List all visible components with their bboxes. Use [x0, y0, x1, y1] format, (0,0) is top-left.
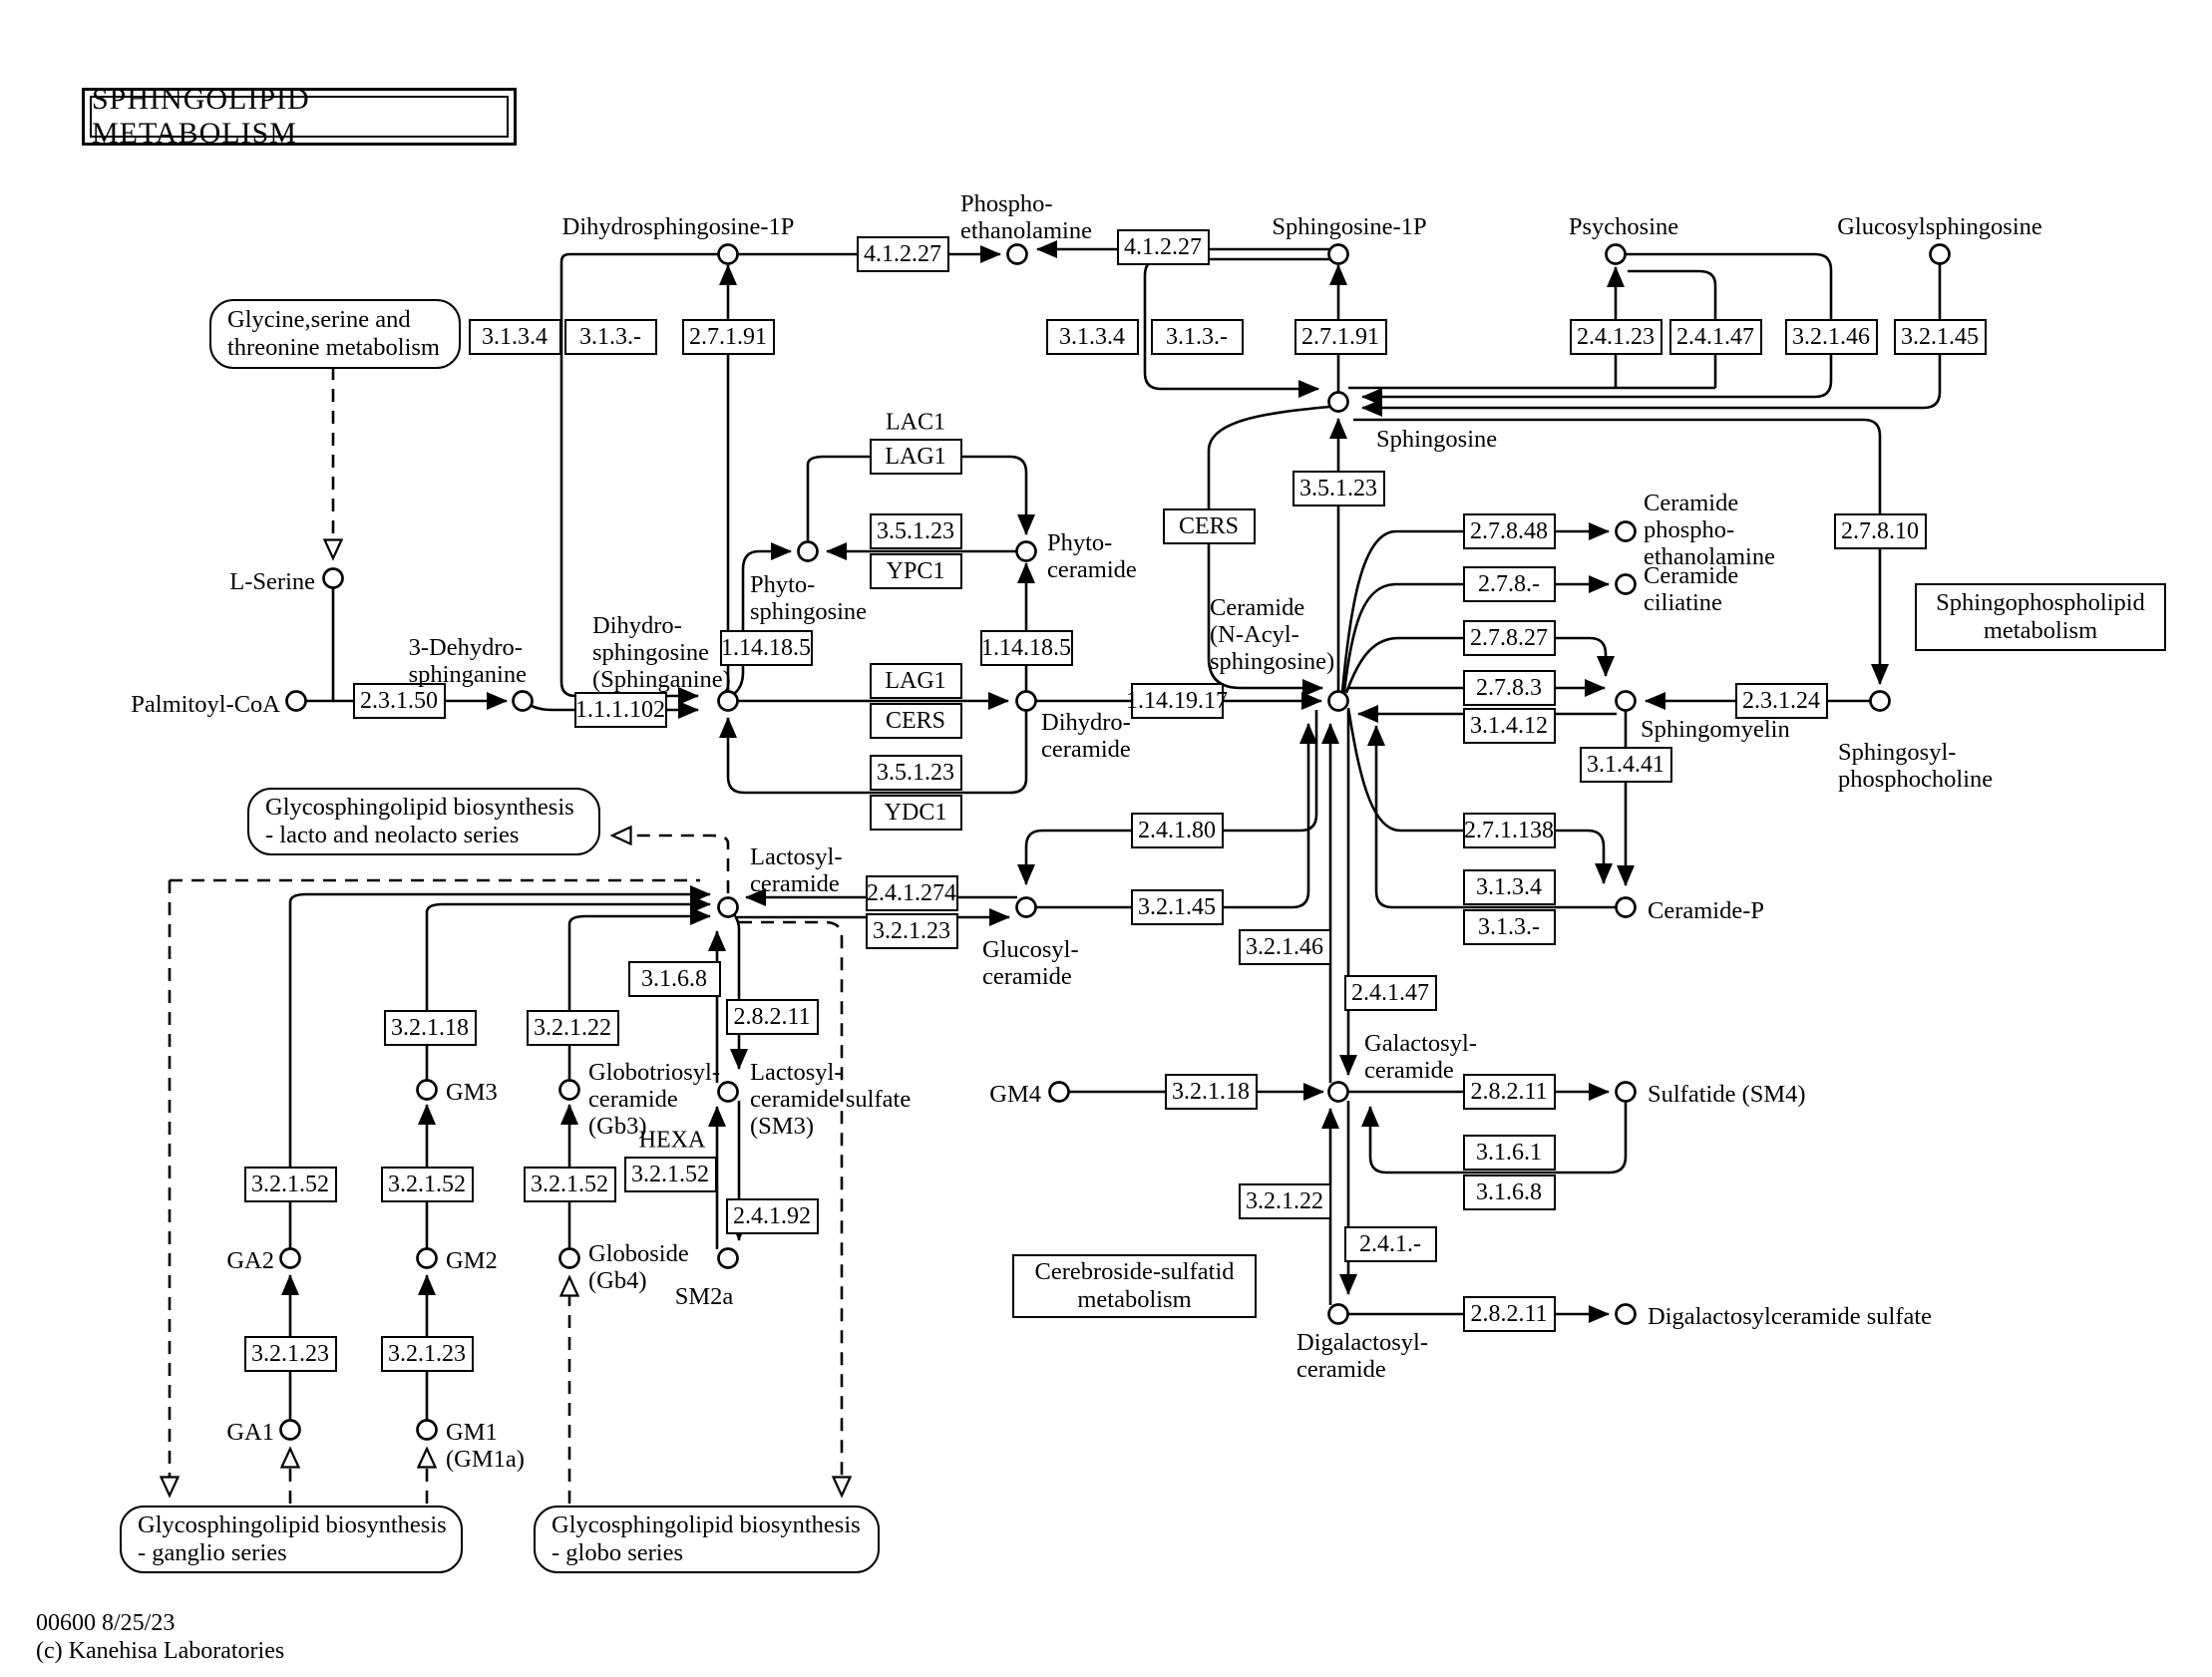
compound-sphingosine[interactable] — [1329, 393, 1348, 412]
pathway-title-box — [82, 83, 517, 150]
edge — [1342, 531, 1609, 692]
enzyme-box-YPC1[interactable]: YPC1 — [870, 553, 962, 589]
enzyme-box-3.1.6.8[interactable]: 3.1.6.8 — [1463, 1174, 1556, 1210]
compound-label-l-serine: L-Serine — [229, 568, 315, 595]
enzyme-box-2.7.1.91[interactable]: 2.7.1.91 — [1294, 319, 1387, 355]
map-link-sphingophospholipid-metabolism[interactable]: Sphingophospholipid metabolism — [1915, 583, 2166, 651]
enzyme-box-3.1.3.-[interactable]: 3.1.3.- — [1463, 909, 1556, 945]
map-link-glycosphingolipid-globo[interactable]: Glycosphingolipid biosynthesis - globo series — [534, 1506, 880, 1573]
edge — [612, 836, 728, 893]
enzyme-box-1.1.1.102[interactable]: 1.1.1.102 — [574, 692, 667, 728]
enzyme-box-3.1.3.-[interactable]: 3.1.3.- — [564, 319, 657, 355]
enzyme-box-3.1.3.4[interactable]: 3.1.3.4 — [1046, 319, 1139, 355]
enzyme-box-3.5.1.23[interactable]: 3.5.1.23 — [870, 513, 962, 549]
enzyme-box-2.7.8.27[interactable]: 2.7.8.27 — [1463, 620, 1556, 656]
compound-sphingosylphosphocholine[interactable] — [1871, 692, 1890, 711]
compound-gb3[interactable] — [560, 1081, 579, 1100]
compound-palmitoyl-coa[interactable] — [287, 692, 306, 711]
enzyme-box-3.1.4.41[interactable]: 3.1.4.41 — [1580, 747, 1672, 783]
compound-label-3-dehydrosphinganine: 3-Dehydro- sphinganine — [408, 634, 527, 688]
compound-label-phytoceramide: Phyto- ceramide — [1047, 529, 1137, 583]
compound-sphingosine-1p[interactable] — [1329, 245, 1348, 264]
enzyme-box-3.2.1.18[interactable]: 3.2.1.18 — [1165, 1074, 1258, 1110]
compound-ceramide-p[interactable] — [1617, 898, 1636, 917]
map-link-glycosphingolipid-lacto-neolacto[interactable]: Glycosphingolipid biosynthesis - lacto and neolacto series — [247, 788, 600, 855]
compound-label-dihydroceramide: Dihydro- ceramide — [1041, 709, 1131, 763]
enzyme-box-2.7.1.138[interactable]: 2.7.1.138 — [1463, 813, 1556, 848]
compound-label-sphingosine: Sphingosine — [1376, 426, 1498, 453]
gene-label-LAC1: LAC1 — [886, 409, 945, 436]
footer-copyright: (c) Kanehisa Laboratories — [36, 1638, 285, 1664]
enzyme-box-3.1.3.4[interactable]: 3.1.3.4 — [1463, 869, 1556, 905]
enzyme-box-3.1.6.8[interactable]: 3.1.6.8 — [628, 961, 721, 997]
compound-label-phytosphingosine: Phyto- sphingosine — [750, 571, 868, 625]
compound-gm3[interactable] — [418, 1081, 437, 1100]
enzyme-box-2.7.8.10[interactable]: 2.7.8.10 — [1834, 513, 1927, 549]
enzyme-box-3.2.1.46[interactable]: 3.2.1.46 — [1785, 319, 1878, 355]
compound-label-gm2: GM2 — [446, 1247, 498, 1274]
compound-dihydrosphingosine[interactable] — [719, 692, 738, 711]
compound-digalactosylceramide[interactable] — [1329, 1305, 1348, 1324]
enzyme-box-2.4.1.47[interactable]: 2.4.1.47 — [1669, 319, 1762, 355]
compound-psychosine[interactable] — [1607, 245, 1626, 264]
compound-3-dehydrosphinganine[interactable] — [514, 692, 533, 711]
enzyme-box-3.2.1.52[interactable]: 3.2.1.52 — [244, 1167, 337, 1202]
compound-label-ceramide-p: Ceramide-P — [1648, 897, 1765, 924]
enzyme-box-3.2.1.45[interactable]: 3.2.1.45 — [1894, 319, 1987, 355]
compound-label-psychosine: Psychosine — [1568, 213, 1679, 240]
enzyme-box-CERS[interactable]: CERS — [870, 703, 962, 739]
compound-label-digalactosylceramide: Digalactosyl- ceramide — [1296, 1329, 1428, 1383]
compound-ceramide[interactable] — [1329, 692, 1348, 711]
enzyme-box-2.3.1.24[interactable]: 2.3.1.24 — [1735, 683, 1828, 719]
compound-label-gm1: GM1 (GM1a) — [446, 1419, 525, 1473]
compound-dihydroceramide[interactable] — [1017, 692, 1036, 711]
enzyme-box-3.5.1.23[interactable]: 3.5.1.23 — [1292, 471, 1385, 506]
enzyme-box-4.1.2.27[interactable]: 4.1.2.27 — [1117, 229, 1210, 265]
enzyme-box-3.2.1.52[interactable]: 3.2.1.52 — [624, 1157, 717, 1192]
enzyme-box-3.1.3.4[interactable]: 3.1.3.4 — [469, 319, 561, 355]
enzyme-box-2.8.2.11[interactable]: 2.8.2.11 — [1463, 1296, 1556, 1332]
compound-label-sulfatide-sm4: Sulfatide (SM4) — [1648, 1081, 1806, 1108]
compound-phosphoethanolamine[interactable] — [1008, 245, 1027, 264]
enzyme-box-2.8.2.11[interactable]: 2.8.2.11 — [726, 999, 819, 1035]
enzyme-box-2.4.1.92[interactable]: 2.4.1.92 — [726, 1198, 819, 1234]
compound-label-dihydrosphingosine: Dihydro- sphingosine (Sphinganine) — [592, 612, 731, 693]
compound-sm2a[interactable] — [719, 1249, 738, 1268]
compound-label-palmitoyl-coa: Palmitoyl-CoA — [131, 691, 280, 718]
enzyme-box-3.5.1.23[interactable]: 3.5.1.23 — [870, 755, 962, 791]
compound-label-ga1: GA1 — [226, 1419, 274, 1446]
compound-label-glucosylsphingosine: Glucosylsphingosine — [1837, 213, 2042, 240]
compound-label-ga2: GA2 — [226, 1247, 274, 1274]
compound-label-dihydrosphingosine-1p: Dihydrosphingosine-1P — [561, 213, 795, 240]
compound-label-gm3: GM3 — [446, 1079, 498, 1106]
compound-galactosylceramide[interactable] — [1329, 1083, 1348, 1102]
enzyme-box-LAG1[interactable]: LAG1 — [870, 439, 962, 475]
enzyme-box-2.8.2.11[interactable]: 2.8.2.11 — [1463, 1074, 1556, 1110]
map-link-glycine-serine-threonine-metabolism[interactable]: Glycine,serine and threonine metabolism — [209, 299, 461, 369]
enzyme-box-3.2.1.52[interactable]: 3.2.1.52 — [524, 1167, 616, 1202]
edge — [1353, 420, 1880, 684]
enzyme-box-2.4.1.-[interactable]: 2.4.1.- — [1344, 1226, 1437, 1262]
compound-label-ceramide-phosphoethanolamine: Ceramide phospho- ethanolamine — [1644, 490, 1775, 570]
enzyme-box-3.2.1.23[interactable]: 3.2.1.23 — [381, 1336, 474, 1372]
enzyme-box-2.4.1.80[interactable]: 2.4.1.80 — [1131, 813, 1224, 848]
compound-label-lactosylceramide-sulfate-sm3: Lactosyl- ceramide sulfate (SM3) — [750, 1059, 912, 1140]
compound-ga2[interactable] — [281, 1249, 300, 1268]
enzyme-box-3.1.4.12[interactable]: 3.1.4.12 — [1463, 708, 1556, 744]
enzyme-box-2.4.1.23[interactable]: 2.4.1.23 — [1570, 319, 1662, 355]
enzyme-box-3.2.1.18[interactable]: 3.2.1.18 — [384, 1010, 477, 1046]
compound-label-digalactosylceramide-sulfate: Digalactosylceramide sulfate — [1648, 1303, 1933, 1330]
enzyme-box-CERS[interactable]: CERS — [1163, 508, 1256, 544]
enzyme-box-2.7.8.-[interactable]: 2.7.8.- — [1463, 566, 1556, 602]
compound-label-gm4: GM4 — [989, 1081, 1041, 1108]
compound-label-sphingomyelin: Sphingomyelin — [1641, 716, 1790, 743]
compound-dihydrosphingosine-1p[interactable] — [719, 245, 738, 264]
enzyme-box-3.2.1.52[interactable]: 3.2.1.52 — [381, 1167, 474, 1202]
compound-phytoceramide[interactable] — [1017, 542, 1036, 561]
enzyme-box-2.7.8.3[interactable]: 2.7.8.3 — [1463, 670, 1556, 706]
compound-phytosphingosine[interactable] — [799, 542, 818, 561]
compound-gm1[interactable] — [418, 1421, 437, 1440]
enzyme-box-3.1.3.-[interactable]: 3.1.3.- — [1151, 319, 1244, 355]
pathway-title: SPHINGOLIPID METABOLISM — [92, 83, 310, 150]
compound-ceramide-phosphoethanolamine[interactable] — [1617, 522, 1636, 541]
compound-glucosylsphingosine[interactable] — [1931, 245, 1950, 264]
compound-gm2[interactable] — [418, 1249, 437, 1268]
compound-label-glucosylceramide: Glucosyl- ceramide — [982, 936, 1079, 990]
compound-lactosylceramide-sulfate-sm3[interactable] — [719, 1083, 738, 1102]
map-link-glycosphingolipid-ganglio[interactable]: Glycosphingolipid biosynthesis - ganglio series — [120, 1506, 463, 1573]
compound-gb4[interactable] — [560, 1249, 579, 1268]
enzyme-box-1.14.18.5[interactable]: 1.14.18.5 — [720, 630, 813, 666]
enzyme-box-1.14.19.17[interactable]: 1.14.19.17 — [1131, 683, 1224, 719]
enzyme-box-3.2.1.22[interactable]: 3.2.1.22 — [527, 1010, 619, 1046]
compound-digalactosylceramide-sulfate[interactable] — [1617, 1305, 1636, 1324]
compound-label-phosphoethanolamine: Phospho- ethanolamine — [960, 190, 1092, 244]
enzyme-box-3.1.6.1[interactable]: 3.1.6.1 — [1463, 1135, 1556, 1171]
compound-label-sphingosylphosphocholine: Sphingosyl- phosphocholine — [1838, 739, 1994, 793]
compound-label-sm2a: SM2a — [674, 1283, 734, 1310]
footer — [36, 1609, 284, 1665]
compound-gm4[interactable] — [1050, 1083, 1069, 1102]
compound-sphingomyelin[interactable] — [1617, 692, 1636, 711]
edge — [569, 916, 710, 1081]
enzyme-box-3.2.1.23[interactable]: 3.2.1.23 — [244, 1336, 337, 1372]
compound-label-galactosylceramide: Galactosyl- ceramide — [1364, 1030, 1477, 1084]
enzyme-box-3.2.1.23[interactable]: 3.2.1.23 — [866, 913, 958, 949]
compound-ga1[interactable] — [281, 1421, 300, 1440]
enzyme-box-4.1.2.27[interactable]: 4.1.2.27 — [857, 236, 949, 272]
edge — [734, 914, 739, 1069]
enzyme-box-YDC1[interactable]: YDC1 — [870, 795, 962, 831]
compound-label-sphingosine-1p: Sphingosine-1P — [1272, 213, 1427, 240]
enzyme-box-2.7.1.91[interactable]: 2.7.1.91 — [682, 319, 775, 355]
compound-sulfatide-sm4[interactable] — [1617, 1083, 1636, 1102]
enzyme-box-3.2.1.45[interactable]: 3.2.1.45 — [1131, 889, 1224, 925]
compound-l-serine[interactable] — [324, 569, 343, 588]
enzyme-box-2.3.1.50[interactable]: 2.3.1.50 — [353, 683, 446, 719]
enzyme-box-2.4.1.47[interactable]: 2.4.1.47 — [1344, 975, 1437, 1011]
compound-label-ceramide: Ceramide (N-Acyl- sphingosine) — [1210, 594, 1335, 675]
enzyme-box-3.2.1.22[interactable]: 3.2.1.22 — [1239, 1183, 1331, 1219]
footer-map-number: 00600 8/25/23 — [36, 1610, 176, 1636]
enzyme-box-1.14.18.5[interactable]: 1.14.18.5 — [980, 630, 1073, 666]
compound-label-lactosylceramide: Lactosyl- ceramide — [750, 843, 843, 897]
compound-label-gb4: Globoside (Gb4) — [588, 1240, 689, 1294]
enzyme-box-LAG1[interactable]: LAG1 — [870, 663, 962, 699]
enzyme-box-2.7.8.48[interactable]: 2.7.8.48 — [1463, 513, 1556, 549]
compound-ceramide-ciliatine[interactable] — [1617, 575, 1636, 594]
enzyme-box-3.2.1.46[interactable]: 3.2.1.46 — [1239, 929, 1331, 965]
compound-glucosylceramide[interactable] — [1017, 898, 1036, 917]
compound-label-gb3: Globotriosyl- ceramide (Gb3) — [588, 1059, 721, 1140]
compound-lactosylceramide[interactable] — [719, 898, 738, 917]
gene-label-HEXA: HEXA — [638, 1127, 706, 1154]
enzyme-box-2.4.1.274[interactable]: 2.4.1.274 — [866, 875, 958, 911]
compound-label-ceramide-ciliatine: Ceramide ciliatine — [1644, 562, 1739, 616]
map-link-cerebroside-sulfatid-metabolism[interactable]: Cerebroside-sulfatid metabolism — [1012, 1254, 1257, 1318]
